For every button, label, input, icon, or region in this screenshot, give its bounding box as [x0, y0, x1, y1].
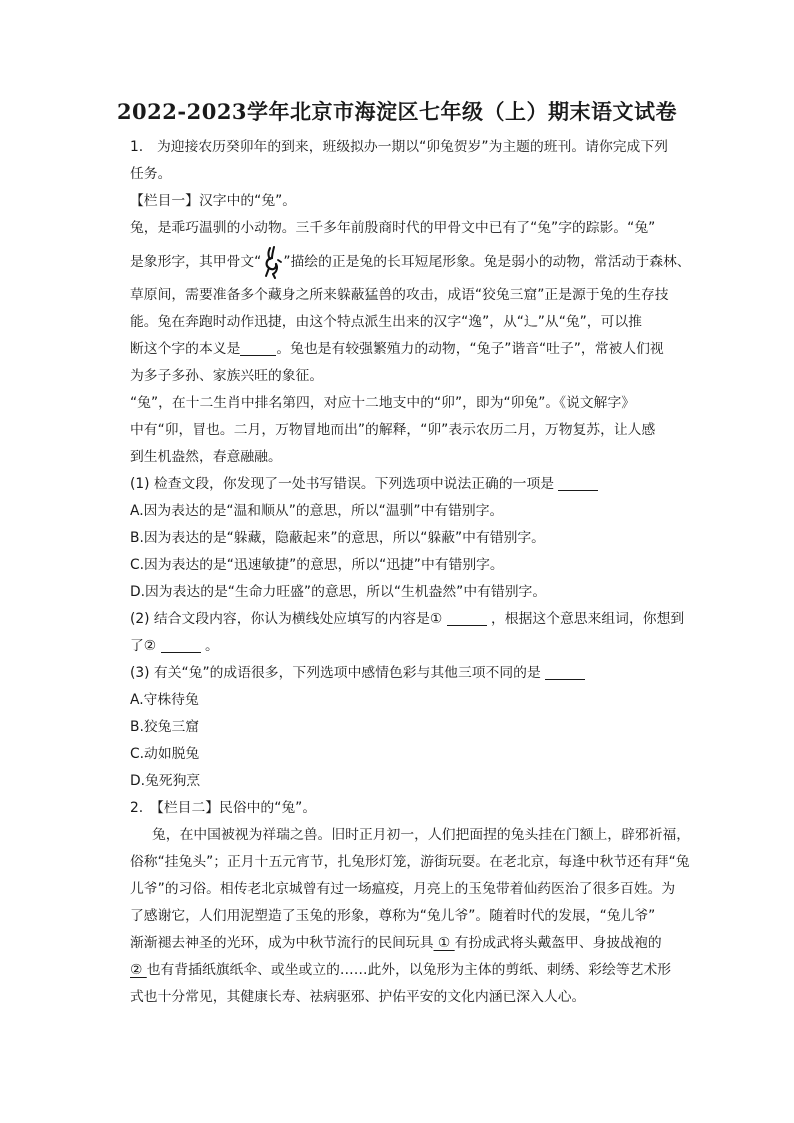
q2-line-5 — [130, 930, 695, 957]
para2-line-1: “兔”，在十二生肖中排名第四，对应十二地支中的“卯”，即为“卯兔”。《说文解字》 — [130, 395, 636, 411]
sub1-stem-text: (1) 检查文段，你发现了一处书写错误。下列选项中说法正确的一项是 — [130, 476, 559, 492]
sub2-answer-blank-1[interactable] — [447, 609, 487, 626]
sub3-option-c[interactable]: C.动如脱兔 — [130, 746, 200, 762]
q2-line-1: 兔，在中国被视为祥瑞之兽。旧时正月初一，人们把面捏的兔头挂在门额上，辟邪祈福， — [152, 827, 691, 843]
sub2-line-1-post: ，根据这个意思来组词，你想到 — [486, 611, 685, 627]
sub1-stem — [130, 471, 695, 498]
section1-header: 【栏目一】汉字中的“兔”。 — [130, 193, 297, 209]
q1-intro-line-1: 1. 为迎接农历癸卯年的到来，班级拟办一期以“卯兔贺岁”为主题的班刊。请你完成下列 — [130, 139, 668, 155]
para1-line-5-pre: 断这个字的本义是 — [130, 341, 241, 357]
q2-line-5-pre: 渐渐褪去神圣的光环，成为中秋节流行的民间玩具 — [130, 935, 434, 951]
para1-line-5-post: 。兔也是有较强繁殖力的动物，“兔子”谐音“吐子”，常被人们视 — [276, 341, 664, 357]
para1-line-2-pre: 是象形字，其甲骨文“ — [130, 254, 262, 270]
q2-line-6-post: 也有背插纸旗纸伞、或坐或立的……此外，以兔形为主体的剪纸、刺绣、彩绘等艺术形 — [146, 962, 672, 978]
q2-line-5-post: 有扮成武将头戴盔甲、身披战袍的 — [454, 935, 662, 951]
q2-blank-2[interactable]: ② — [130, 962, 147, 978]
q2-line-3: 儿爷”的习俗。相传老北京城曾有过一场瘟疫，月亮上的玉兔带着仙药医治了很多百姓。为 — [130, 881, 676, 897]
para1-line-2-post: ”描绘的正是兔的长耳短尾形象。兔是弱小的动物，常活动于森林、 — [283, 254, 691, 270]
para2-line-3: 到生机盎然，春意融融。 — [130, 449, 282, 465]
para1-line-4: 能。兔在奔跑时动作迅捷，由这个特点派生出来的汉字“逸”，从“辶”从“兔”，可以推 — [130, 314, 642, 330]
sub1-option-d[interactable]: D.因为表达的是“生命力旺盛”的意思，所以“生机盎然”中有错别字。 — [130, 584, 547, 600]
q2-line-7: 式也十分常见，其健康长寿、祛病驱邪、护佑平安的文化内涵已深入人心。 — [130, 989, 586, 1005]
para1-line-6: 为多子多孙、家族兴旺的象征。 — [130, 368, 324, 384]
para2-line-2: 中有“卯，冒也。二月，万物冒地而出”的解释，“卯”表示农历二月，万物复苏，让人感 — [130, 422, 656, 438]
sub2-answer-blank-2[interactable] — [161, 636, 201, 653]
sub3-answer-blank[interactable] — [545, 663, 585, 680]
sub2-line-1-pre: (2) 结合文段内容，你认为横线处应填写的内容是① — [130, 611, 447, 627]
answer-blank[interactable] — [240, 339, 276, 356]
sub2-line-2 — [130, 633, 695, 660]
sub1-option-c[interactable]: C.因为表达的是“迅速敏捷”的意思，所以“迅捷”中有错别字。 — [130, 557, 504, 573]
para1-line-5 — [130, 336, 695, 363]
sub3-option-a[interactable]: A.守株待兔 — [130, 692, 199, 708]
sub1-option-b[interactable]: B.因为表达的是“躲藏，隐蔽起来”的意思，所以“躲蔽”中有错别字。 — [130, 530, 545, 546]
sub1-answer-blank[interactable] — [558, 474, 598, 491]
sub2-line-2-pre: 了② — [130, 638, 161, 654]
q2-line-4: 了感谢它，人们用泥塑造了玉兔的形象，尊称为“兔儿爷”。随着时代的发展，“兔儿爷” — [130, 908, 656, 924]
sub1-option-a[interactable]: A.因为表达的是“温和顺从”的意思，所以“温驯”中有错别字。 — [130, 503, 504, 519]
sub3-option-b[interactable]: B.狡兔三窟 — [130, 719, 200, 735]
para1-line-2 — [130, 242, 695, 282]
q1-intro-line-2: 任务。 — [130, 166, 172, 182]
sub2-line-1 — [130, 606, 695, 633]
q2-header: 2. 【栏目二】民俗中的“兔”。 — [130, 800, 317, 816]
para1-line-1: 兔，是乖巧温驯的小动物。三千多年前殷商时代的甲骨文中已有了“兔”字的踪影。“兔” — [130, 220, 656, 236]
sub2-line-2-post: 。 — [200, 638, 219, 654]
page-title: 2022-2023学年北京市海淀区七年级（上）期末语文试卷 — [116, 99, 678, 124]
sub3-stem-text: (3) 有关“兔”的成语很多，下列选项中感情色彩与其他三项不同的是 — [130, 665, 546, 681]
q2-blank-1[interactable]: ① — [433, 935, 455, 951]
oracle-bone-rabbit-icon — [261, 245, 283, 279]
exam-content — [130, 134, 695, 1011]
sub3-option-d[interactable]: D.兔死狗烹 — [130, 773, 201, 789]
para1-line-3: 草原间，需要准备多个藏身之所来躲蔽猛兽的攻击，成语“狡兔三窟”正是源于兔的生存技 — [130, 287, 669, 303]
q2-line-6 — [130, 957, 695, 984]
q2-line-2: 俗称“挂兔头”；正月十五元宵节，扎兔形灯笼，游街玩耍。在老北京，每逢中秋节还有拜“兔 — [130, 854, 690, 870]
sub3-stem — [130, 660, 695, 687]
